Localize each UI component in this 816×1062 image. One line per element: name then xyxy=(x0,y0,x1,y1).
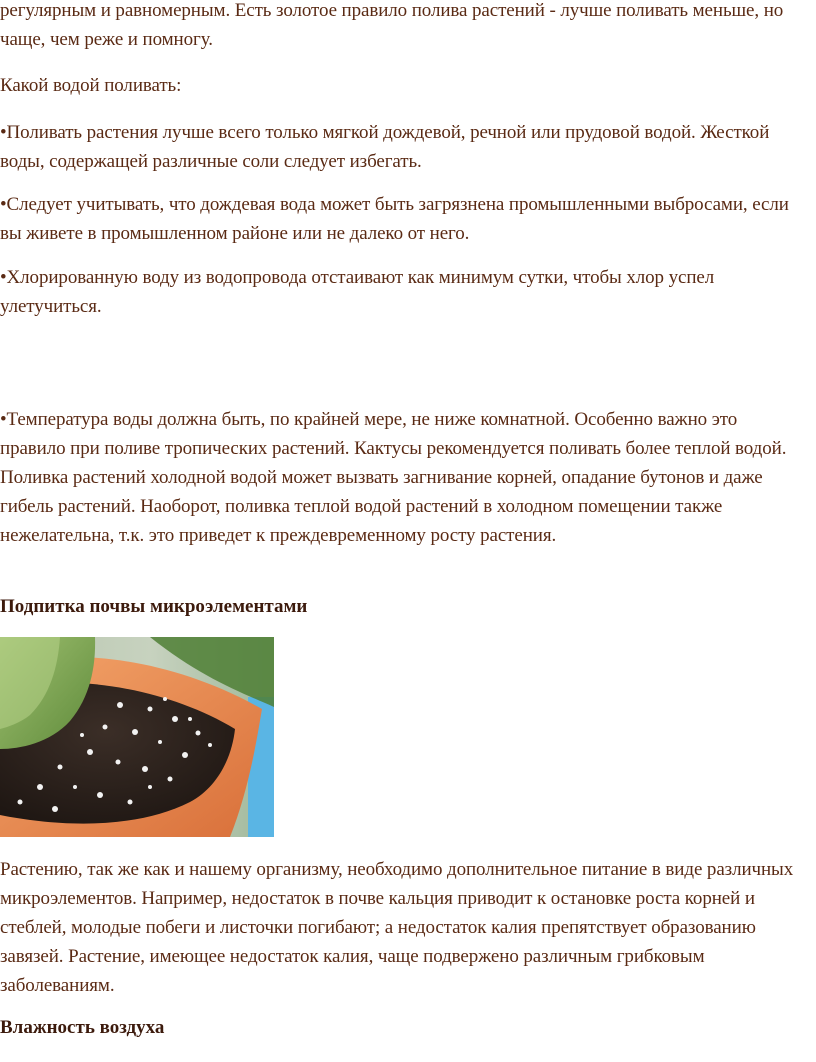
bullet-water-temperature: •Температура воды должна быть, по крайней мере, не ниже комнатной. Особенно важно это правило при поливе тропических растений. Кактусы рекомендуется поливать более теплой водой. Поливка растений холодной водой может вызвать загнивание корней, опадание бутонов и даже гибель растений. Наоборот, поливка теплой водой растений в холодном помещении также нежелательна, т.к. это приведет к преждевременному росту растения. xyxy=(0,409,787,546)
heading-micronutrients: Подпитка почвы микроэлементами xyxy=(0,596,308,617)
bullet-soft-water: •Поливать растения лучше всего только мягкой дождевой, речной или прудовой водой. Жесткой воды, содержащей различные соли следует избегать. xyxy=(0,122,770,172)
paragraph-watering-rule: регулярным и равномерным. Есть золотое правило полива растений - лучше поливать меньше, но чаще, чем реже и помногу. xyxy=(0,0,784,50)
plant-pot-photo xyxy=(0,637,274,837)
bullet-rain-water: •Следует учитывать, что дождевая вода может быть загрязнена промышленными выбросами, если вы живете в промышленном районе или не далеко от него. xyxy=(0,194,789,244)
heading-air-humidity: Влажность воздуха xyxy=(0,1017,165,1038)
paragraph-water-type-title: Какой водой поливать: xyxy=(0,75,182,96)
paragraph-micronutrients: Растению, так же как и нашему организму, необходимо дополнительное питание в виде различных микроэлементов. Например, недостаток в почве кальция приводит к остановке роста корней и стеблей, молодые побеги и листочки погибают; а недостаток калия препятствует образованию завязей. Растение, имеющее недостаток калия, чаще подвержено различным грибковым заболеваниям. xyxy=(0,859,794,996)
bullet-chlorinated-water: •Хлорированную воду из водопровода отстаивают как минимум сутки, чтобы хлор успел улетучиться. xyxy=(0,267,715,317)
